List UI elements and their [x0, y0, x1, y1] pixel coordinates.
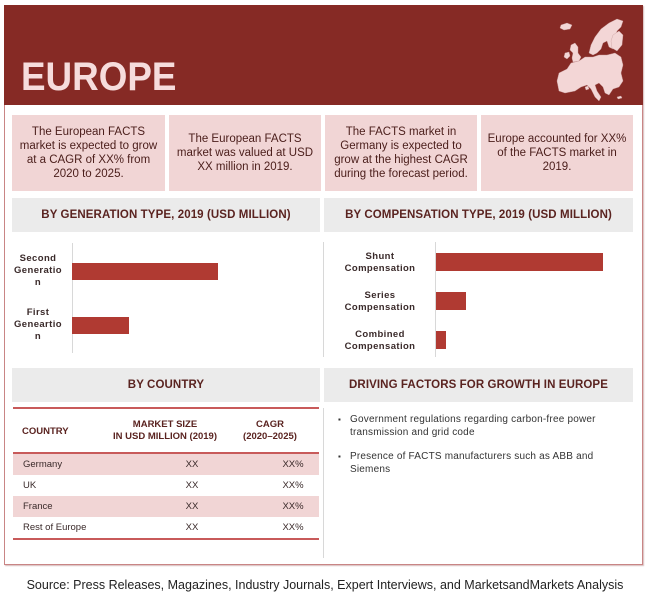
- compensation-category-label: [332, 290, 428, 314]
- category-label-line: Compensation: [344, 302, 416, 313]
- category-label-line: Compensation: [344, 341, 416, 352]
- bullet-icon: ▪: [338, 452, 342, 461]
- category-label-line: First: [26, 307, 50, 318]
- bullet-icon: ▪: [338, 415, 342, 424]
- compensation-category-label: [332, 329, 428, 353]
- compensation-bar-3: [436, 331, 446, 349]
- category-label-line: n: [34, 331, 42, 342]
- category-label-line: Series: [364, 290, 396, 301]
- category-label-line: Shunt: [365, 251, 395, 262]
- table-header-cagr-line1: CAGR: [256, 419, 284, 430]
- table-header-cagr-line2: (2020–2025): [243, 431, 297, 442]
- driving-factors-list: [338, 413, 628, 487]
- stat-box-market-value: The European FACTS market was valued at USD XX million in 2019.: [169, 115, 321, 191]
- list-item: [338, 450, 628, 476]
- generation-chart-axis: [72, 243, 73, 353]
- table-cell-country: Rest of Europe: [23, 522, 87, 533]
- table-top-rule: [13, 407, 319, 409]
- table-header-market-size: [100, 419, 230, 443]
- section-header-country: BY COUNTRY: [12, 368, 320, 402]
- compensation-bar-2: [436, 292, 466, 310]
- table-row: [13, 517, 319, 538]
- table-cell-market-size: XX: [185, 459, 199, 470]
- table-cell-market-size: XX: [185, 480, 199, 491]
- header-banner: [4, 5, 643, 105]
- compensation-bar-1: [436, 253, 603, 271]
- stat-box-europe-share: Europe accounted for XX% of the FACTS market in 2019.: [481, 115, 633, 191]
- table-header-country: COUNTRY: [22, 426, 69, 437]
- source-note: Source: Press Releases, Magazines, Industry Journals, Expert Interviews, and MarketsandMarkets Analysis: [26, 578, 624, 592]
- section-header-generation: BY GENERATION TYPE, 2019 (USD MILLION): [12, 198, 320, 232]
- table-header-market-size-line1: MARKET SIZE: [132, 419, 198, 430]
- section-header-driving-factors: DRIVING FACTORS FOR GROWTH IN EUROPE: [324, 368, 633, 402]
- table-cell-market-size: XX: [185, 522, 199, 533]
- category-label-line: Compensation: [344, 263, 416, 274]
- driving-factor-text: Government regulations regarding carbon-free power transmission and grid code: [350, 414, 596, 438]
- list-item: [338, 413, 628, 439]
- generation-category-label: [10, 307, 66, 343]
- stat-box-germany: The FACTS market in Germany is expected to grow at the highest CAGR during the forecast period.: [325, 115, 477, 191]
- category-label-line: Second: [19, 253, 57, 264]
- table-cell-cagr: XX%: [282, 480, 304, 491]
- table-header-cagr: [230, 419, 310, 443]
- page-title: EUROPE: [21, 55, 177, 99]
- table-cell-country: UK: [23, 480, 37, 491]
- table-cell-country: Germany: [23, 459, 63, 470]
- driving-factor-text: Presence of FACTS manufacturers such as ABB and Siemens: [350, 451, 594, 475]
- table-row: [13, 454, 319, 475]
- column-divider: [323, 242, 324, 357]
- column-divider: [323, 408, 324, 558]
- category-label-line: Generatio: [14, 265, 62, 276]
- compensation-category-label: [332, 251, 428, 275]
- generation-bar-1: [72, 263, 218, 280]
- stat-box-cagr: The European FACTS market is expected to grow at a CAGR of XX% from 2020 to 2025.: [12, 115, 165, 191]
- category-label-line: Geneartio: [14, 319, 62, 330]
- table-cell-cagr: XX%: [282, 459, 304, 470]
- table-row: [13, 496, 319, 517]
- section-header-compensation: BY COMPENSATION TYPE, 2019 (USD MILLION): [324, 198, 633, 232]
- table-cell-cagr: XX%: [282, 522, 304, 533]
- table-cell-country: France: [23, 501, 53, 512]
- table-cell-market-size: XX: [185, 501, 199, 512]
- generation-bar-2: [72, 317, 129, 334]
- europe-map-icon: [541, 15, 631, 105]
- table-bottom-rule: [13, 538, 319, 540]
- category-label-line: Combined: [355, 329, 405, 340]
- table-row: [13, 475, 319, 496]
- category-label-line: n: [34, 277, 42, 288]
- generation-category-label: [10, 253, 66, 289]
- table-header-market-size-line2: IN USD MILLION (2019): [113, 431, 217, 442]
- table-cell-cagr: XX%: [282, 501, 304, 512]
